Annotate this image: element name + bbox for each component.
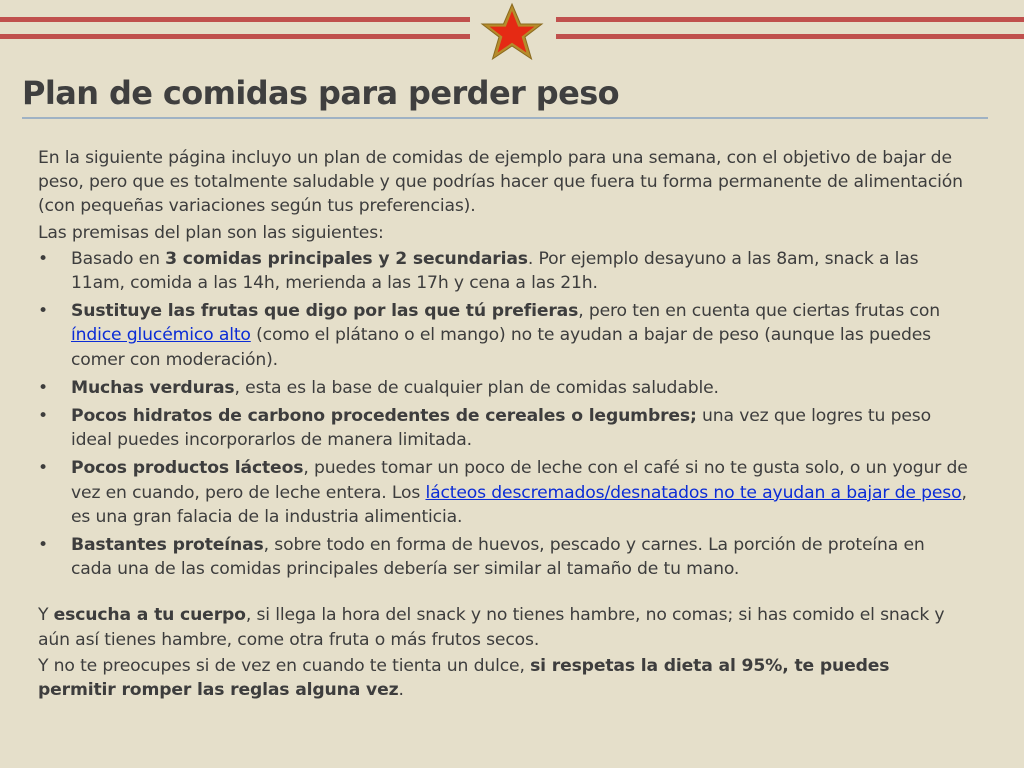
bullet-text: , esta es la base de cualquier plan de comidas saludable. xyxy=(234,377,719,398)
bullet-text: , es una gran falacia de la industria alimenticia. xyxy=(71,482,967,527)
intro-paragraph: En la siguiente página incluyo un plan de comidas de ejemplo para una semana, con el objetivo de bajar de peso, pero que es totalmente saludable y que podrías hacer que fuera tu forma permanente de alimentación (con pequeñas variaciones según tus preferencias). xyxy=(38,148,963,217)
star-icon xyxy=(476,2,548,64)
slide-title: Plan de comidas para perder peso xyxy=(22,74,620,112)
list-item xyxy=(38,299,968,372)
list-item xyxy=(38,376,968,400)
closing-text: Y xyxy=(38,605,54,626)
title-underline xyxy=(22,117,988,119)
stripe-left-top xyxy=(0,17,470,22)
stripe-left-bottom xyxy=(0,34,470,39)
bullet-bold-text: Sustituye las frutas que digo por las que tú prefieras xyxy=(71,301,579,322)
bullet-text: , pero ten en cuenta que ciertas frutas con xyxy=(578,301,940,322)
list-item xyxy=(38,247,968,295)
bullet-bold-text: Bastantes proteínas xyxy=(71,535,264,556)
bullet-icon: • xyxy=(38,406,48,427)
premises-heading: Las premisas del plan son las siguientes: xyxy=(38,222,384,243)
closing-text: Y no te preocupes si de vez en cuando te tienta un dulce, xyxy=(38,655,531,676)
premises-list xyxy=(38,247,968,582)
closing-bold-text: escucha a tu cuerpo xyxy=(53,605,246,626)
closing-paragraph-1 xyxy=(38,603,968,651)
glycemic-index-link[interactable]: índice glucémico alto xyxy=(71,325,251,346)
bullet-icon: • xyxy=(38,301,48,322)
closing-bold-text: si respetas la dieta al 95%, te puedes permitir romper las reglas alguna vez xyxy=(38,655,890,701)
bullet-text: , sobre todo en forma de huevos, pescado y carnes. La porción de proteína en cada una de las comidas principales debería ser similar al tamaño de tu mano. xyxy=(71,535,925,580)
bullet-text: . Por ejemplo desayuno a las 8am, snack a las 11am, comida a las 14h, merienda a las 17h y cena a las 21h. xyxy=(71,248,919,294)
bullet-icon: • xyxy=(38,377,48,398)
bullet-icon: • xyxy=(38,248,48,269)
bullet-bold-text: 3 comidas principales y 2 secundarias xyxy=(165,248,528,269)
bullet-text: , puedes tomar un poco de leche con el café si no te gusta solo, o un yogur de vez en cuando, pero de leche entera. Los xyxy=(71,458,968,503)
bullet-icon: • xyxy=(38,458,48,479)
stripe-right-bottom xyxy=(556,34,1024,39)
list-item xyxy=(38,404,968,452)
bullet-icon: • xyxy=(38,535,48,556)
closing-text: . xyxy=(398,680,404,701)
bullet-bold-text: Pocos productos lácteos xyxy=(71,458,304,479)
bullet-text: una vez que logres tu peso ideal puedes incorporarlos de manera limitada. xyxy=(71,406,931,451)
closing-paragraph-2 xyxy=(38,654,968,702)
bullet-text: (como el plátano o el mango) no te ayudan a bajar de peso (aunque las puedes comer con moderación). xyxy=(71,325,931,370)
list-item xyxy=(38,456,968,529)
bullet-bold-text: Muchas verduras xyxy=(71,377,235,398)
slide-body xyxy=(38,146,968,704)
bullet-bold-text: Pocos hidratos de carbono procedentes de cereales o legumbres; xyxy=(71,406,697,427)
bullet-text: Basado en xyxy=(71,248,166,269)
closing-text: , si llega la hora del snack y no tienes hambre, no comas; si has comido el snack y aún así tienes hambre, come otra fruta o más frutos secos. xyxy=(38,605,945,650)
stripe-right-top xyxy=(556,17,1024,22)
skim-dairy-link[interactable]: lácteos descremados/desnatados no te ayudan a bajar de peso xyxy=(425,482,962,503)
list-item xyxy=(38,533,968,581)
paragraph-spacer xyxy=(38,585,968,603)
